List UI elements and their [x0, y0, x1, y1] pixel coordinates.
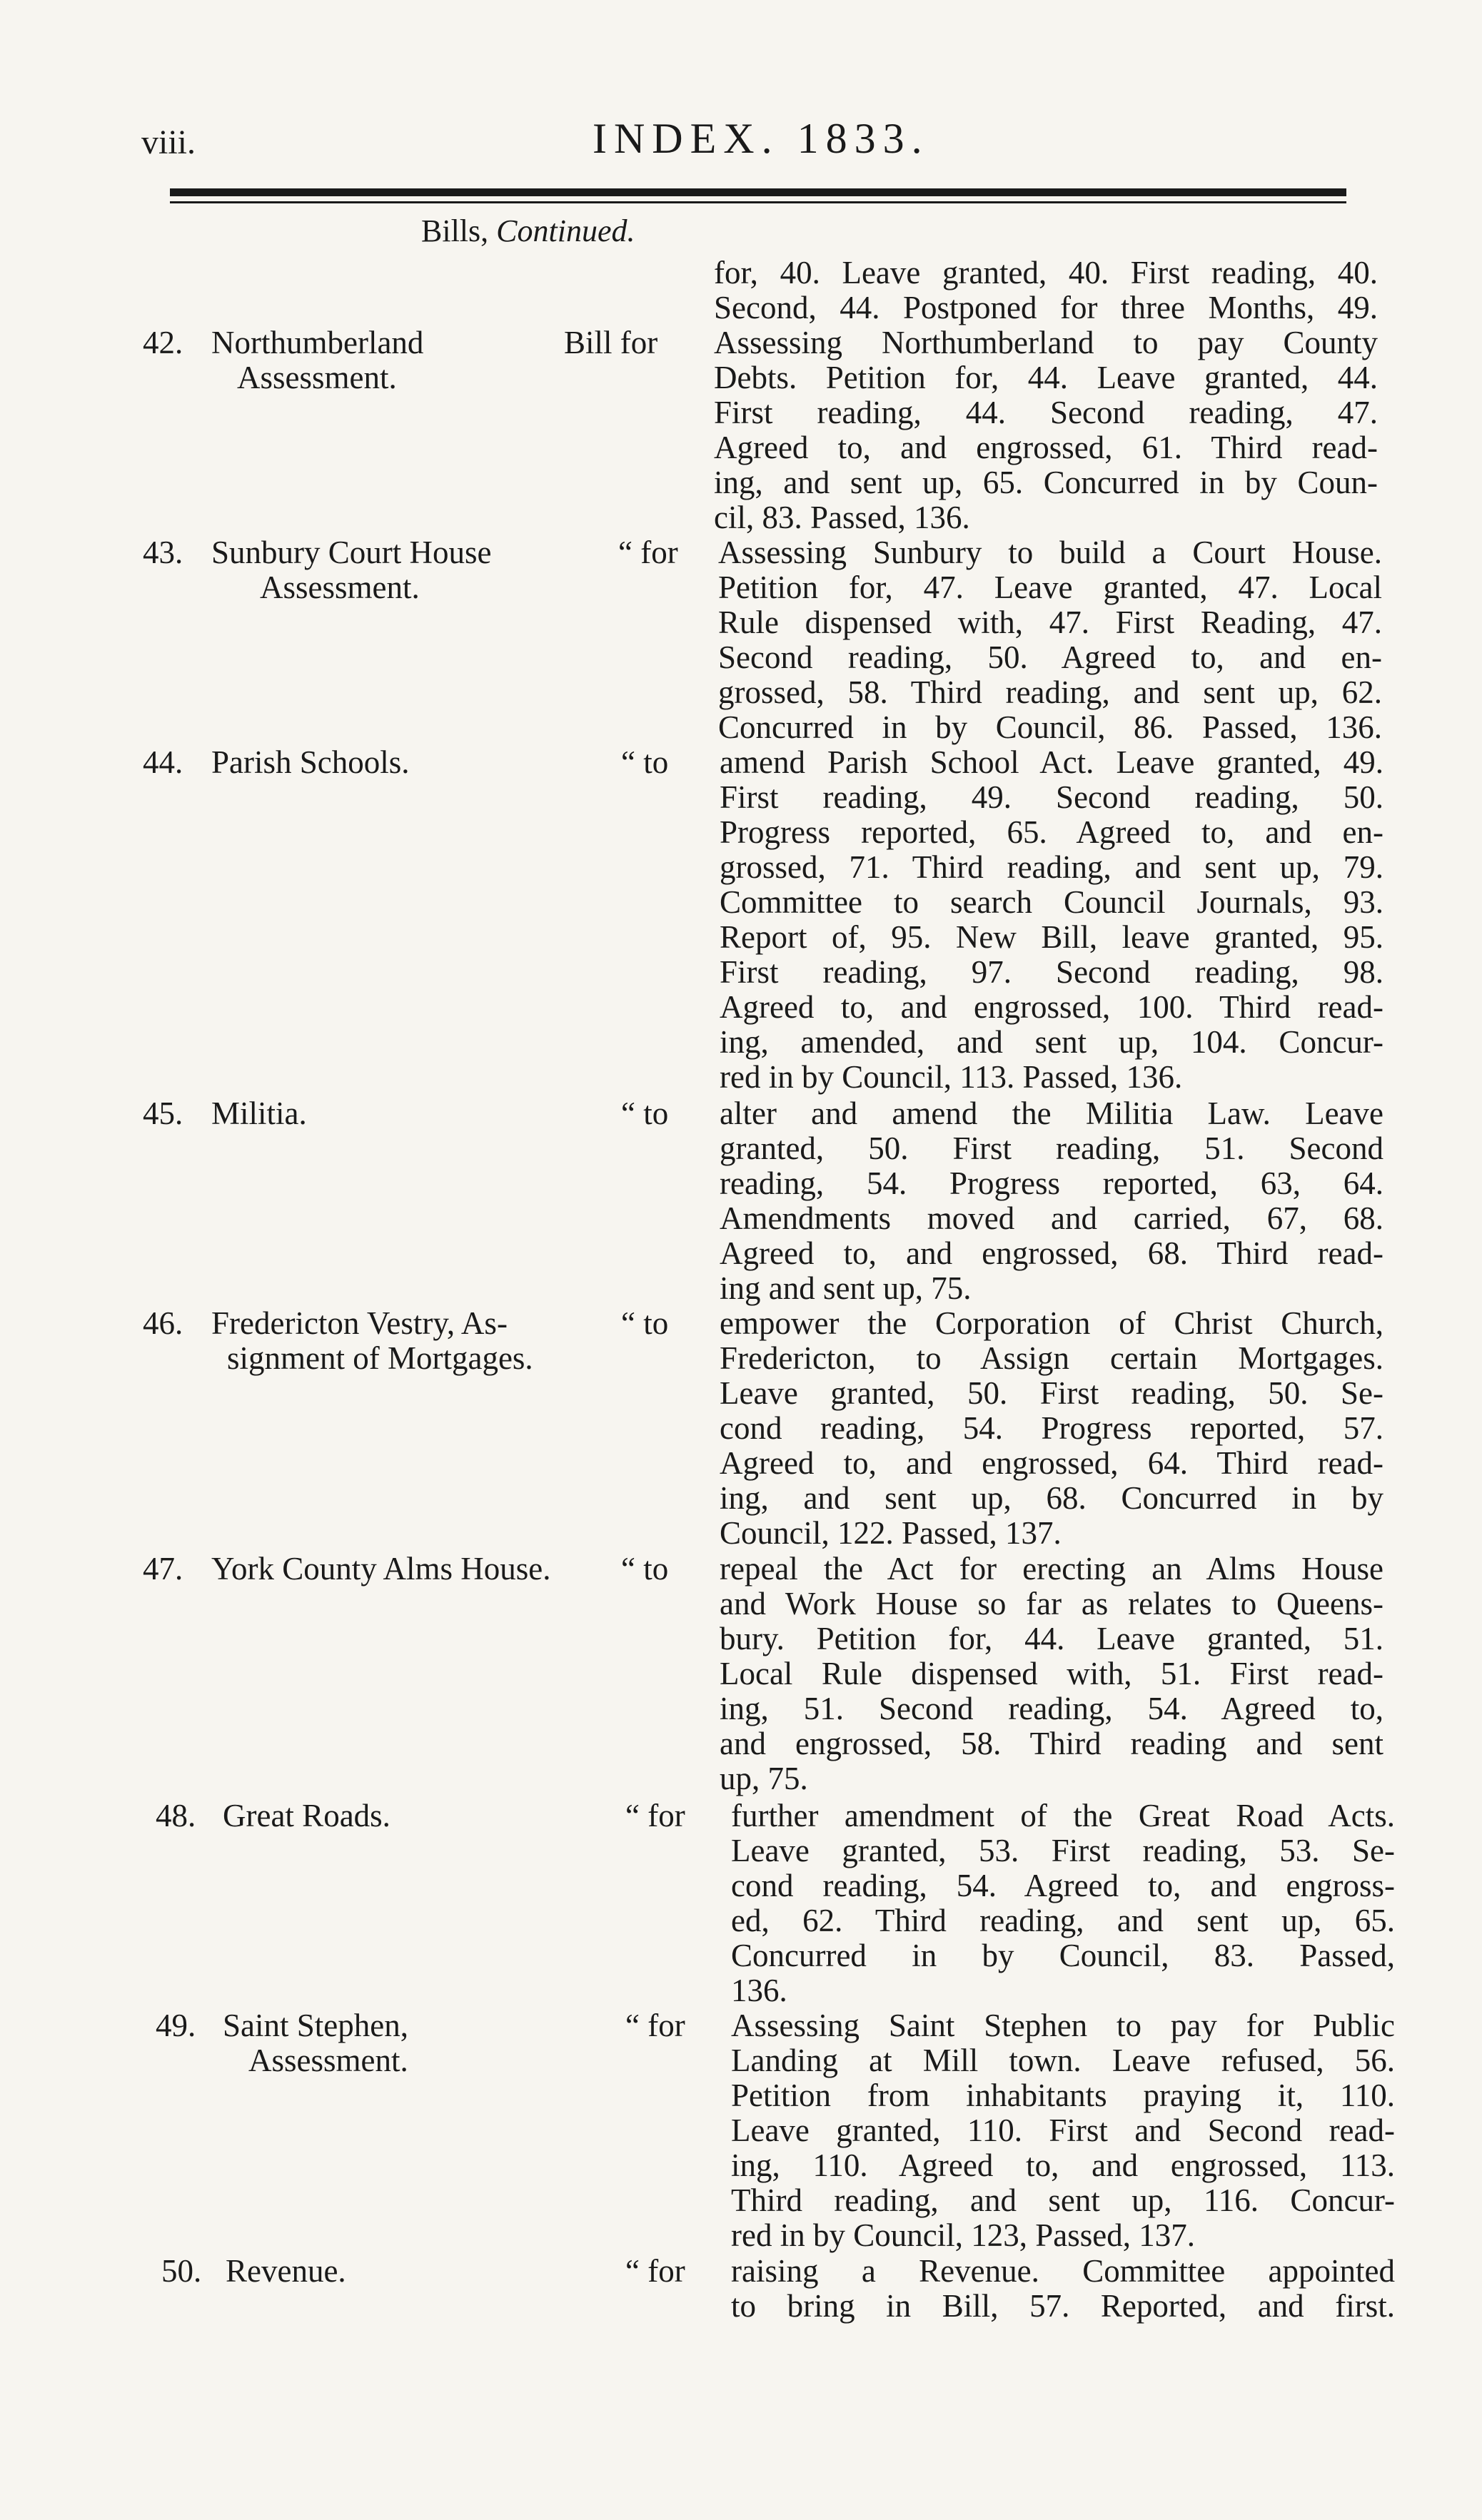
entry-number: 45. [143, 1095, 183, 1131]
entry-title-line: Sunbury Court House [211, 535, 492, 570]
entry-title-line: Great Roads. [223, 1798, 390, 1833]
entry-description-line: Committee to search Council Journals, 93. [720, 884, 1383, 920]
entry-title-line: Fredericton Vestry, As- [211, 1305, 508, 1341]
entry-description-line: alter and amend the Militia Law. Leave [720, 1095, 1383, 1131]
entry-description-line: Debts. Petition for, 44. Leave granted, 44. [714, 360, 1378, 395]
entry-prefix: “ to [621, 1551, 669, 1587]
entry-description-line: Petition for, 47. Leave granted, 47. Local [718, 570, 1382, 605]
entry-description-line: ing, and sent up, 65. Concurred in by Coun- [714, 465, 1378, 500]
entry-description-line: Progress reported, 65. Agreed to, and en- [720, 814, 1383, 850]
entry-description-line: Amendments moved and carried, 67, 68. [720, 1200, 1383, 1236]
entry-prefix: “ to [621, 1095, 669, 1131]
entry-description-line: raising a Revenue. Committee appointed [731, 2253, 1395, 2289]
entry-description [731, 2008, 1395, 2253]
entry-description-line: Agreed to, and engrossed, 61. Third read- [714, 430, 1378, 465]
entry-description [720, 1306, 1383, 1551]
entry-description-line: and engrossed, 58. Third reading and sent [720, 1726, 1383, 1761]
entry-prefix: “ for [618, 535, 678, 570]
entry-description-line: Council, 122. Passed, 137. [720, 1515, 1062, 1551]
entry-description [720, 1096, 1383, 1306]
entry-description-line: Concurred in by Council, 86. Passed, 136. [718, 709, 1382, 745]
entry-description-line: red in by Council, 123, Passed, 137. [731, 2217, 1195, 2253]
entry-description [720, 1552, 1383, 1796]
entry-description-line: Assessing Northumberland to pay County [714, 325, 1378, 360]
section-continued: Continued. [496, 213, 635, 248]
entry-title-line: York County Alms House. [211, 1551, 551, 1587]
page-title: INDEX. 1833. [593, 115, 929, 162]
entry-description-line: ing and sent up, 75. [720, 1270, 972, 1306]
entry-title [226, 2254, 625, 2289]
entry-description-line: First reading, 44. Second reading, 47. [714, 395, 1378, 430]
entry-description-line: bury. Petition for, 44. Leave granted, 51. [720, 1621, 1383, 1656]
entry-description-line: ed, 62. Third reading, and sent up, 65. [731, 1903, 1395, 1938]
entry-title [211, 745, 611, 780]
entry-description [731, 2254, 1395, 2324]
entry-title-line: Assessment. [237, 360, 397, 395]
entry-title [211, 325, 611, 395]
entry-description [718, 535, 1382, 745]
entry-title [223, 1798, 622, 1833]
entry-description-line: Second reading, 50. Agreed to, and en- [718, 639, 1382, 675]
entry-description-line: 136. [731, 1973, 787, 2008]
entry-description-line: ing, 51. Second reading, 54. Agreed to, [720, 1691, 1383, 1726]
entry-description-line: Rule dispensed with, 47. First Reading, 47. [718, 604, 1382, 640]
entry-description-line: Third reading, and sent up, 116. Concur- [731, 2182, 1395, 2218]
entry-description-line: ing, 110. Agreed to, and engrossed, 113. [731, 2147, 1395, 2183]
entry-title-line: signment of Mortgages. [227, 1340, 533, 1376]
entry-prefix: “ for [625, 2253, 685, 2289]
entry-description-line: Agreed to, and engrossed, 100. Third read- [720, 989, 1383, 1025]
entry-prefix: “ to [621, 744, 669, 780]
entry-description-line: Agreed to, and engrossed, 64. Third read- [720, 1445, 1383, 1481]
section-label: Bills, [421, 213, 489, 248]
entry-number: 47. [143, 1551, 183, 1587]
entry-number: 50. [161, 2253, 202, 2289]
continuation-line: for, 40. Leave granted, 40. First reading, 40. [714, 255, 1378, 290]
entry-description-line: to bring in Bill, 57. Reported, and first. [731, 2288, 1395, 2324]
entry-description-line: repeal the Act for erecting an Alms House [720, 1551, 1383, 1587]
continuation-line: Second, 44. Postponed for three Months, 49. [714, 290, 1378, 325]
entry-description-line: Leave granted, 53. First reading, 53. Se- [731, 1833, 1395, 1868]
entry-description [720, 745, 1383, 1095]
entry-prefix: Bill for [564, 325, 658, 360]
page-number: viii. [141, 123, 196, 161]
entry-description-line: up, 75. [720, 1761, 808, 1796]
continuation-text [714, 255, 1378, 325]
entry-description-line: First reading, 97. Second reading, 98. [720, 954, 1383, 990]
entry-description-line: further amendment of the Great Road Acts. [731, 1798, 1395, 1833]
entry-description-line: Concurred in by Council, 83. Passed, [731, 1938, 1395, 1973]
entry-title-line: Revenue. [226, 2253, 346, 2289]
entry-description-line: Leave granted, 110. First and Second read- [731, 2112, 1395, 2148]
entry-description [731, 1798, 1395, 2008]
entry-description-line: Agreed to, and engrossed, 68. Third read- [720, 1235, 1383, 1271]
entry-description-line: and Work House so far as relates to Queens- [720, 1586, 1383, 1621]
entry-description-line: Assessing Sunbury to build a Court House. [718, 535, 1382, 570]
entry-description-line: grossed, 58. Third reading, and sent up, 62. [718, 674, 1382, 710]
entry-prefix: “ for [625, 2008, 685, 2043]
entry-title [211, 535, 611, 605]
entry-description-line: amend Parish School Act. Leave granted, 49. [720, 744, 1383, 780]
entry-number: 43. [143, 535, 183, 570]
entry-title [211, 1096, 611, 1131]
entry-description-line: Fredericton, to Assign certain Mortgages. [720, 1340, 1383, 1376]
entry-prefix: “ to [621, 1305, 669, 1341]
entry-description-line: Local Rule dispensed with, 51. First read- [720, 1656, 1383, 1691]
entry-title-line: Parish Schools. [211, 744, 410, 780]
page-header [0, 114, 1482, 171]
entry-description-line: reading, 54. Progress reported, 63, 64. [720, 1165, 1383, 1201]
entry-description [714, 325, 1378, 535]
entry-description-line: Assessing Saint Stephen to pay for Public [731, 2008, 1395, 2043]
entry-title [211, 1552, 611, 1587]
section-heading [421, 213, 635, 249]
entry-title-line: Assessment. [248, 2043, 408, 2078]
entry-number: 48. [156, 1798, 196, 1833]
header-rule-thick [170, 188, 1346, 196]
entry-number: 46. [143, 1305, 183, 1341]
entry-title-line: Northumberland [211, 325, 424, 360]
entry-description-line: grossed, 71. Third reading, and sent up, 79. [720, 849, 1383, 885]
entry-title-line: Saint Stephen, [223, 2008, 408, 2043]
entry-description-line: cil, 83. Passed, 136. [714, 500, 970, 535]
entry-description-line: red in by Council, 113. Passed, 136. [720, 1059, 1183, 1095]
entry-title-line: Assessment. [260, 570, 420, 605]
entry-number: 42. [143, 325, 183, 360]
entry-number: 49. [156, 2008, 196, 2043]
entry-title [211, 1306, 611, 1376]
entry-description-line: Report of, 95. New Bill, leave granted, 95. [720, 919, 1383, 955]
entry-description-line: cond reading, 54. Progress reported, 57. [720, 1410, 1383, 1446]
entry-description-line: empower the Corporation of Christ Church, [720, 1305, 1383, 1341]
entry-description-line: ing, amended, and sent up, 104. Concur- [720, 1024, 1383, 1060]
entry-description-line: Leave granted, 50. First reading, 50. Se- [720, 1375, 1383, 1411]
header-rule-thin [170, 201, 1346, 203]
entry-description-line: First reading, 49. Second reading, 50. [720, 779, 1383, 815]
entry-description-line: ing, and sent up, 68. Concurred in by [720, 1480, 1383, 1516]
entry-prefix: “ for [625, 1798, 685, 1833]
entry-description-line: cond reading, 54. Agreed to, and engross- [731, 1868, 1395, 1903]
entry-title-line: Militia. [211, 1095, 307, 1131]
entry-description-line: Landing at Mill town. Leave refused, 56. [731, 2043, 1395, 2078]
entry-description-line: Petition from inhabitants praying it, 110. [731, 2078, 1395, 2113]
entry-description-line: granted, 50. First reading, 51. Second [720, 1130, 1383, 1166]
entry-title [223, 2008, 622, 2078]
entry-number: 44. [143, 744, 183, 780]
